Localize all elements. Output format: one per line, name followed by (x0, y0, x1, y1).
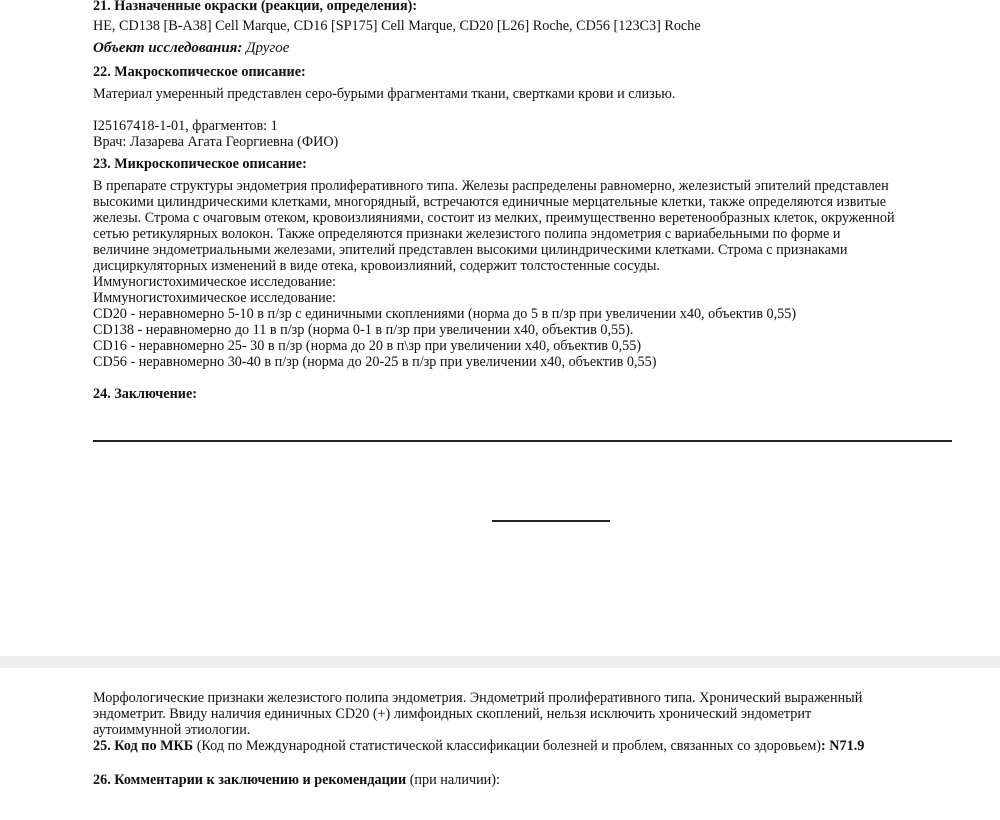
research-object-value: Другое (245, 40, 290, 56)
page-separator (0, 656, 1000, 668)
document-page-2 (0, 668, 1000, 820)
micro-line: величине эндометриальными железами, эпителий представлен высокими цилиндрическими клетками. Строма с признаками (93, 242, 848, 258)
conclusion-line: эндометрит. Ввиду наличия единичных CD20 (+) лимфоидных скоплений, нельзя исключить хронический эндометрит (93, 706, 812, 722)
signature-line (492, 520, 610, 522)
micro-line: железы. Строма с очаговым отеком, кровоизлияниями, состоит из мелких, преимущественно веретенообразных клеток, окруженной (93, 210, 895, 226)
ihc-result-cd56: CD56 - неравномерно 30-40 в п/зр (норма до 20-25 в п/зр при увеличении х40, объектив 0,55) (93, 354, 657, 370)
section-26 (93, 772, 500, 788)
ihc-label: Иммуногистохимическое исследование: (93, 290, 336, 306)
doctor-name: Врач: Лазарева Агата Георгиевна (ФИО) (93, 134, 339, 150)
section-26-note: (при наличии): (409, 772, 500, 788)
section-26-heading: 26. Комментарии к заключению и рекомендации (93, 772, 407, 788)
icd-code: : N71.9 (821, 738, 865, 754)
conclusion-line: аутоиммунной этиологии. (93, 722, 251, 738)
conclusion-line: Морфологические признаки железистого полипа эндометрия. Эндометрий пролиферативного типа. Хронический выраженный (93, 690, 863, 706)
section-25-icd (93, 738, 864, 754)
research-object (93, 40, 289, 56)
research-object-label: Объект исследования: (93, 40, 243, 56)
micro-line: В препарате структуры эндометрия пролиферативного типа. Железы распределены равномерно, железистый эпителий представлен (93, 178, 889, 194)
section-21-stains: HE, CD138 [B-A38] Cell Marque, CD16 [SP175] Cell Marque, CD20 [L26] Roche, CD56 [123C3] Roche (93, 18, 701, 34)
ihc-result-cd16: CD16 - неравномерно 25- 30 в п/зр (норма до 20 в п\зр при увеличении х40, объектив 0,55) (93, 338, 642, 354)
ihc-result-cd20: CD20 - неравномерно 5-10 в п/зр с единичными скоплениями (норма до 5 в п/зр при увеличении х40, объектив 0,55) (93, 306, 797, 322)
divider-line (93, 440, 952, 442)
section-25-note: (Код по Международной статистической классификации болезней и проблем, связанных со здоровьем) (196, 738, 822, 754)
section-21-heading: 21. Назначенные окраски (реакции, определения): (93, 0, 418, 14)
section-22-heading: 22. Макроскопическое описание: (93, 64, 306, 80)
section-25-heading: 25. Код по МКБ (93, 738, 194, 754)
micro-line: высокими цилиндрическими клетками, многорядный, встречаются единичные мерцательные клетки, также определяются извитые (93, 194, 887, 210)
section-23-heading: 23. Микроскопическое описание: (93, 156, 307, 172)
micro-line: дисциркуляторных изменений в виде отека, кровоизлияний, содержит толстостенные сосуды. (93, 258, 660, 274)
sample-id: I25167418-1-01, фрагментов: 1 (93, 118, 278, 134)
macro-description: Материал умеренный представлен серо-бурыми фрагментами ткани, свертками крови и слизью. (93, 86, 676, 102)
micro-line: сетью ретикулярных волокон. Также определяются признаки железистого полипа эндометрия с вариабельными по форме и (93, 226, 841, 242)
ihc-label: Иммуногистохимическое исследование: (93, 274, 336, 290)
section-24-heading: 24. Заключение: (93, 386, 197, 402)
ihc-result-cd138: CD138 - неравномерно до 11 в п/зр (норма 0-1 в п/зр при увеличении х40, объектив 0,55). (93, 322, 634, 338)
